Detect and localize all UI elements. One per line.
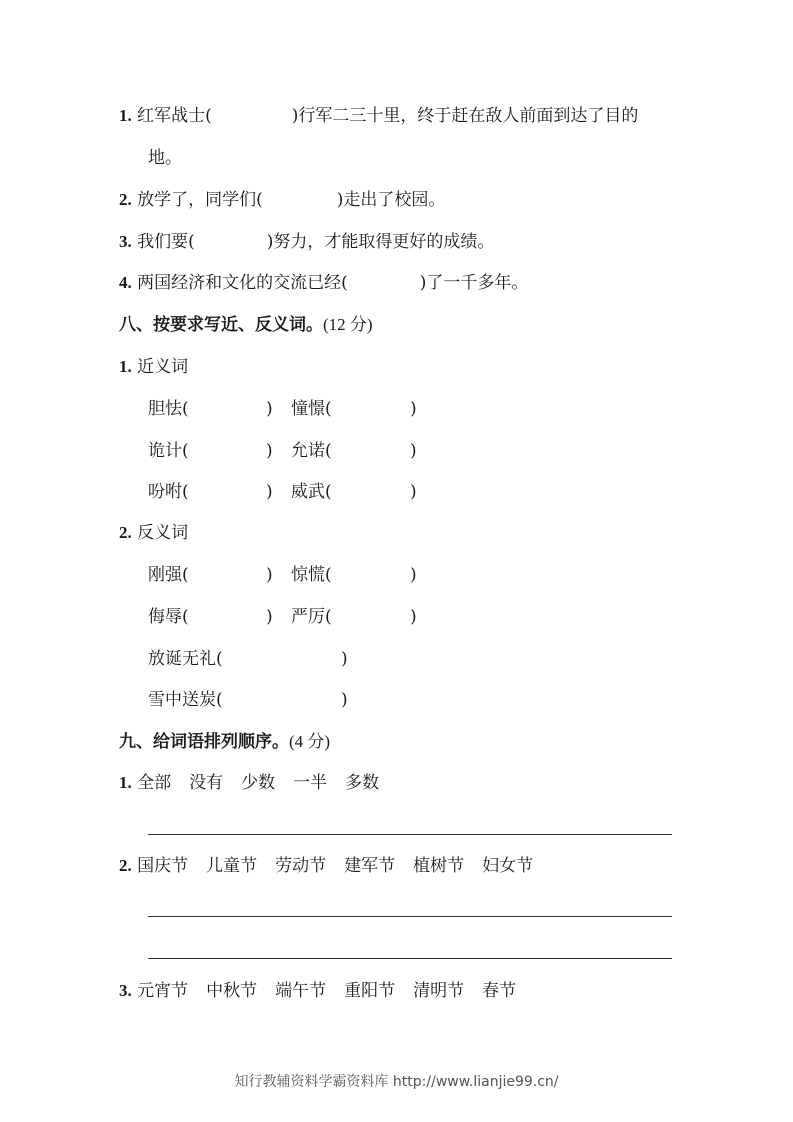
- item-text-before: 红军战士(: [137, 106, 212, 126]
- antonym-pair-2b[interactable]: 严厉(: [291, 607, 332, 627]
- antonym-pair-2a[interactable]: 侮辱(: [148, 607, 189, 627]
- antonyms-label: 2. 反义词: [119, 523, 189, 543]
- answer-line[interactable]: [148, 834, 672, 835]
- antonym-pair-1b[interactable]: 惊慌(: [291, 565, 332, 585]
- item-text-after: )了一千多年。: [419, 273, 529, 293]
- close-paren: ): [266, 399, 273, 419]
- section-8-heading: 八、按要求写近、反义词。(12 分): [119, 315, 373, 335]
- fill-item-1-continuation: 地。: [148, 148, 182, 168]
- order-item-2: 2. 国庆节 儿童节 劳动节 建军节 植树节 妇女节: [119, 856, 534, 876]
- order-item-1: 1. 全部 没有 少数 一半 多数: [119, 773, 380, 793]
- answer-line[interactable]: [148, 958, 672, 959]
- item-text-before: 放学了，同学们(: [137, 190, 263, 210]
- answer-line[interactable]: [148, 916, 672, 917]
- item-text-after: )走出了校园。: [336, 190, 446, 210]
- close-paren: ): [410, 441, 417, 461]
- close-paren: ): [410, 482, 417, 502]
- antonym-idiom-1[interactable]: 放诞无礼(: [148, 649, 223, 669]
- close-paren: ): [341, 690, 348, 710]
- fill-item-2: 2. 放学了，同学们( )走出了校园。: [119, 190, 446, 210]
- synonym-pair-3b[interactable]: 威武(: [291, 482, 332, 502]
- close-paren: ): [410, 607, 417, 627]
- footer-watermark: 知行教辅资料学霸资料库 http://www.lianjie99.cn/: [234, 1074, 559, 1090]
- close-paren: ): [410, 399, 417, 419]
- item-text-before: 两国经济和文化的交流已经(: [137, 273, 348, 293]
- synonym-pair-1b[interactable]: 憧憬(: [291, 399, 332, 419]
- synonym-pair-1a[interactable]: 胆怯(: [148, 399, 189, 419]
- item-text-before: 我们要(: [137, 232, 195, 252]
- item-text-after: )行军二三十里，终于赶在敌人前面到达了目的: [291, 106, 639, 126]
- antonym-idiom-2[interactable]: 雪中送炭(: [148, 690, 223, 710]
- fill-item-1: 1. 红军战士( )行军二三十里，终于赶在敌人前面到达了目的: [119, 106, 639, 126]
- fill-item-4: 4. 两国经济和文化的交流已经( )了一千多年。: [119, 273, 529, 293]
- synonym-pair-2a[interactable]: 诡计(: [148, 441, 189, 461]
- fill-item-3: 3. 我们要( )努力，才能取得更好的成绩。: [119, 232, 495, 252]
- close-paren: ): [266, 607, 273, 627]
- order-item-3: 3. 元宵节 中秋节 端午节 重阳节 清明节 春节: [119, 981, 517, 1001]
- close-paren: ): [266, 441, 273, 461]
- synonym-pair-3a[interactable]: 吩咐(: [148, 482, 189, 502]
- close-paren: ): [266, 482, 273, 502]
- antonym-pair-1a[interactable]: 刚强(: [148, 565, 189, 585]
- points-label: (4 分): [289, 732, 331, 751]
- synonyms-label: 1. 近义词: [119, 357, 189, 377]
- item-text-after: )努力，才能取得更好的成绩。: [266, 232, 495, 252]
- synonym-pair-2b[interactable]: 允诺(: [291, 441, 332, 461]
- points-label: (12 分): [323, 315, 373, 334]
- close-paren: ): [341, 649, 348, 669]
- close-paren: ): [410, 565, 417, 585]
- close-paren: ): [266, 565, 273, 585]
- section-9-heading: 九、给词语排列顺序。(4 分): [119, 732, 331, 752]
